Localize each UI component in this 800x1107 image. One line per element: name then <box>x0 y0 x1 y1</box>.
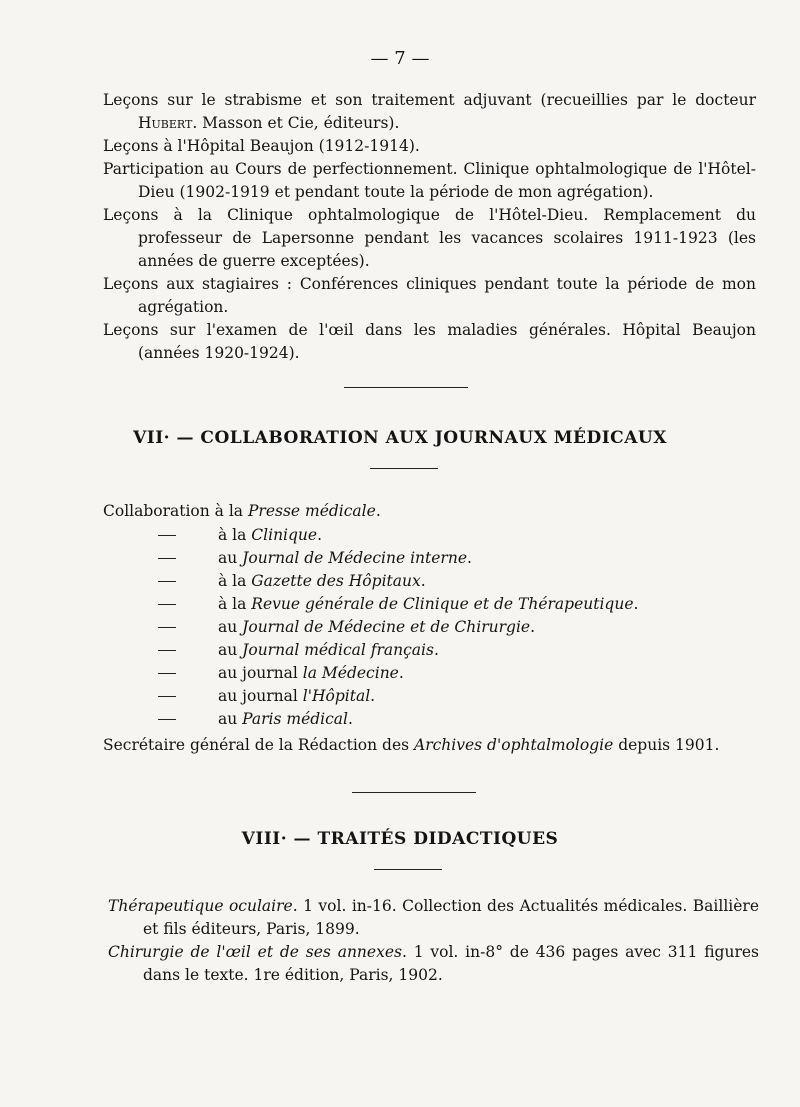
journal-title: Archives d'ophtalmologie <box>414 736 614 754</box>
collab-prefix: au journal <box>218 664 303 682</box>
ditto-dash <box>158 719 176 720</box>
collab-prefix: à la <box>218 526 252 544</box>
collab-prefix: à la <box>218 572 252 590</box>
lecon-text: . Masson et Cie, éditeurs). <box>192 114 400 132</box>
collaboration-item <box>218 708 353 731</box>
collab-suffix: . <box>420 572 426 590</box>
lecon-entry: Leçons à la Clinique ophtalmologique de l'Hôtel-Dieu. Remplacement du professeur de Lapersonne pendant les vacances scolaires 1911-1923 (les années de guerre exceptées). <box>103 206 756 270</box>
ditto-dash <box>158 650 176 651</box>
journal-title: Presse médicale <box>247 502 376 520</box>
collab-prefix: au <box>218 549 243 567</box>
collab-prefix: au journal <box>218 687 303 705</box>
collab-suffix: . <box>375 502 381 520</box>
collab-prefix: à la <box>218 595 252 613</box>
collab-suffix: . <box>433 641 439 659</box>
journal-title: Journal de Médecine et de Chirurgie <box>242 618 531 636</box>
collab-suffix: . <box>317 526 323 544</box>
collab-suffix: . <box>370 687 376 705</box>
ditto-dash <box>158 558 176 559</box>
collaboration-first <box>103 500 381 523</box>
secretaire-text: Secrétaire général de la Rédaction des <box>103 736 415 754</box>
heading-underline <box>370 468 438 469</box>
treatise-entry <box>108 895 759 941</box>
journal-title: Revue générale de Clinique et de Thérapeutique <box>251 595 634 613</box>
ditto-dash <box>158 535 176 536</box>
collaboration-item <box>218 685 375 708</box>
author-name: Hubert <box>138 114 193 132</box>
lecon-entry <box>103 89 756 135</box>
section-heading: VIII· — TRAITÉS DIDACTIQUES <box>241 829 559 849</box>
collab-suffix: . <box>348 710 353 728</box>
page-number: — 7 — <box>370 48 430 69</box>
collab-prefix: au <box>218 710 243 728</box>
lecon-entry: Leçons à l'Hôpital Beaujon (1912-1914). <box>103 137 420 155</box>
collab-prefix: au <box>218 641 243 659</box>
lecon-text: Leçons sur le strabisme et son traitement adjuvant (recueillies par le docteur <box>103 91 756 109</box>
ditto-dash <box>158 627 176 628</box>
collaboration-item <box>218 593 638 616</box>
collab-prefix: Collaboration à la <box>103 502 248 520</box>
secretaire-entry <box>103 734 756 757</box>
collaboration-item <box>218 524 322 547</box>
collab-suffix: . <box>398 664 404 682</box>
book-details: . 1 vol. in-8° de 436 pages avec 311 figures dans le texte. 1re édition, Paris, 1902. <box>143 943 759 984</box>
journal-title: Journal médical français <box>242 641 434 659</box>
section-divider <box>352 792 476 793</box>
lecon-entry: Leçons sur l'examen de l'œil dans les maladies générales. Hôpital Beaujon (années 1920-1924). <box>103 321 756 362</box>
collaboration-item <box>218 662 404 685</box>
collab-prefix: au <box>218 618 243 636</box>
treatise-entry <box>108 941 759 987</box>
ditto-dash <box>158 581 176 582</box>
section-heading: VII· — COLLABORATION AUX JOURNAUX MÉDICAUX <box>133 428 667 448</box>
journal-title: Journal de Médecine interne <box>242 549 467 567</box>
collaboration-item <box>218 639 439 662</box>
book-title: Thérapeutique oculaire <box>108 897 293 915</box>
collab-suffix: . <box>530 618 536 636</box>
collaboration-item <box>218 547 472 570</box>
journal-title: l'Hôpital <box>302 687 371 705</box>
journal-title: la Médecine <box>302 664 399 682</box>
ditto-dash <box>158 696 176 697</box>
collab-suffix: . <box>467 549 472 567</box>
lecon-entry: Leçons aux stagiaires : Conférences cliniques pendant toute la période de mon agrégation. <box>103 275 756 316</box>
secretaire-text: depuis 1901. <box>613 736 720 754</box>
collab-suffix: . <box>633 595 639 613</box>
section-divider <box>344 387 468 388</box>
journal-title: Clinique <box>251 526 318 544</box>
journal-title: Gazette des Hôpitaux <box>251 572 421 590</box>
heading-underline <box>374 869 442 870</box>
collaboration-item <box>218 616 535 639</box>
ditto-dash <box>158 673 176 674</box>
ditto-dash <box>158 604 176 605</box>
book-details: . 1 vol. in-16. Collection des Actualités médicales. Baillière et fils éditeurs, Paris, 1899. <box>143 897 759 938</box>
lecon-entry: Participation au Cours de perfectionnement. Clinique ophtalmologique de l'Hôtel-Dieu (1902-1919 et pendant toute la période de mon agrégation). <box>103 160 756 201</box>
collaboration-item <box>218 570 426 593</box>
book-title: Chirurgie de l'œil et de ses annexes <box>108 943 402 961</box>
journal-title: Paris médical <box>242 710 349 728</box>
